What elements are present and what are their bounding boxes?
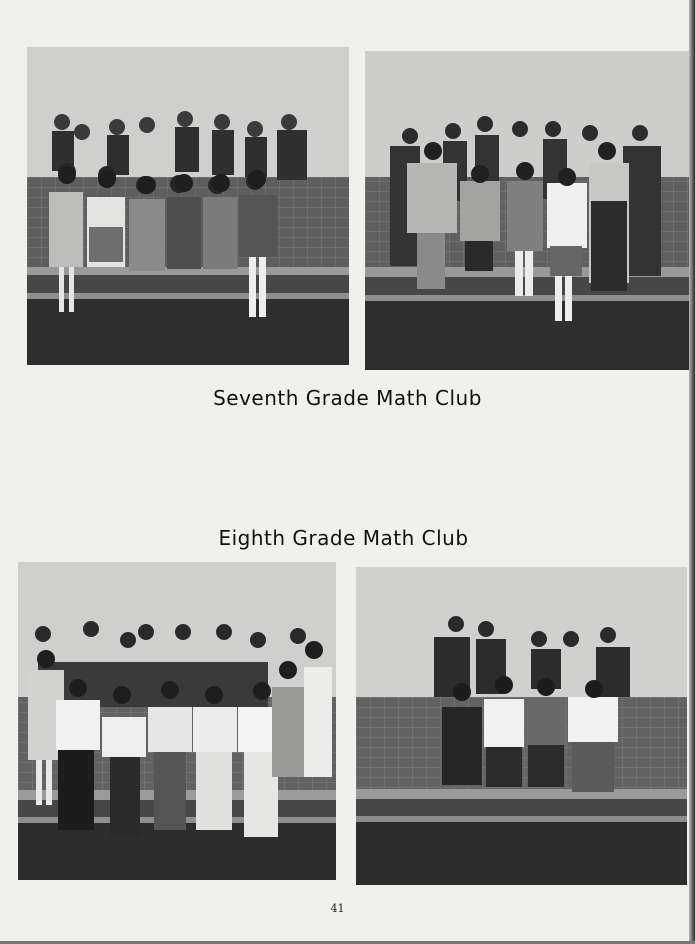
page-number: 41 (330, 902, 345, 915)
eighth-grade-group-photo-left (18, 562, 336, 880)
seventh-grade-group-photo-right (365, 51, 692, 370)
seventh-grade-group-photo-left (27, 47, 349, 365)
eighth-grade-group-photo-right (356, 567, 687, 885)
scan-edge (689, 0, 695, 944)
eighth-grade-caption: Eighth Grade Math Club (218, 526, 469, 550)
seventh-grade-caption: Seventh Grade Math Club (213, 386, 482, 410)
